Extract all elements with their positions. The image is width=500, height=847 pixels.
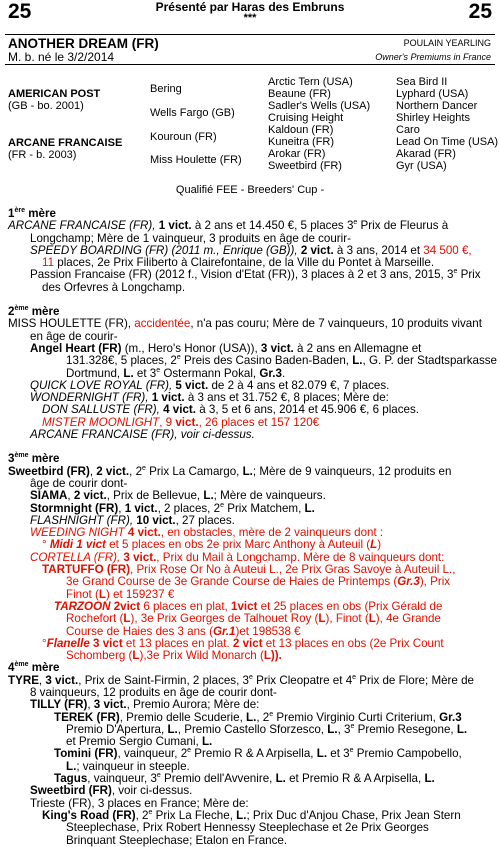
text-line: en âge de courir- xyxy=(30,329,118,343)
text-line: Rochefort (L), 3e Prix Georges de Talhouet Roy (L), Finot (L), 4e Grande xyxy=(66,612,441,626)
text-line: FLASHNIGHT (FR), 10 vict., 27 places. xyxy=(30,513,235,527)
text-line: Brinquant Steeplechase; Etalon en France. xyxy=(66,833,288,847)
text-line: ARCANE FRANCAISE (FR), 1 vict. à 2 ans et 14.450 €, 5 places 3e Prix de Fleurus à xyxy=(8,219,449,233)
text-line: Tagus, vainqueur, 3e Premio dell'Avvenire, L. et Premio R & A Arpisella, L. xyxy=(54,772,435,786)
section-heading-3: 3ème mère xyxy=(8,452,60,466)
pedigree-g3-5: Kaldoun (FR) xyxy=(268,124,334,136)
lot-number-right: 25 xyxy=(468,0,492,23)
section-heading-1: 1ère mère xyxy=(8,207,56,220)
sire-name: AMERICAN POST xyxy=(8,88,101,100)
text-line: Angel Heart (FR) (m., Hero's Honor (USA)), 3 vict. à 2 ans en Allemagne et xyxy=(30,341,422,355)
pedigree-g2-4: Miss Houlette (FR) xyxy=(150,154,242,166)
pedigree-g4-2: Lyphard (USA) xyxy=(396,88,469,100)
stars: *** xyxy=(243,12,257,24)
section-heading-4: 4ème mère xyxy=(8,661,60,675)
text-line: et Premio Sergio Cumani, L. xyxy=(66,735,213,749)
text-line: MISTER MOONLIGHT, 9 vict., 26 places et 157 120€ xyxy=(42,415,320,429)
text-line: °Flanelle 3 vict et 13 places en plat. 2 vict et 13 places en obs (2e Prix Count xyxy=(42,636,444,650)
family-notes xyxy=(8,208,498,847)
text-line: DON SALLUSTE (FR), 4 vict. à 3, 5 et 6 ans, 2014 et 45.906 €, 6 places. xyxy=(42,403,420,417)
owners-premiums: Owner's Premiums in France xyxy=(375,52,491,62)
section-heading-2: 2ème mère xyxy=(8,305,60,319)
text-line: des Orfevres à Longchamp. xyxy=(42,280,186,294)
pedigree-g2-3: Kouroun (FR) xyxy=(150,131,217,143)
text-line: Passion Francaise (FR) (2012 f., Vision d'Etat (FR)), 3 places à 2 et 3 ans, 2015, 3e Prix xyxy=(30,268,481,282)
pedigree-g4-4: Shirley Heights xyxy=(396,112,470,124)
pedigree-g4-6: Lead On Time (USA) xyxy=(396,136,499,148)
pedigree-g4-3: Northern Dancer xyxy=(396,100,478,112)
text-line: SPEEDY BOARDING (FR) (2011 m., Enrique (GB)), 2 vict. à 3 ans, 2014 et 34 500 €, xyxy=(30,243,472,257)
text-line: Sweetbird (FR), 2 vict., 2e Prix La Camargo, L.; Mère de 9 vainqueurs, 12 produits en xyxy=(8,464,452,478)
pedigree-g4-5: Caro xyxy=(396,124,420,136)
text-line: Steeplechase, Prix Robert Hennessy Steeplechase et 2e Prix Georges xyxy=(66,821,429,835)
text-line: Longchamp; Mère de 1 vainqueur, 3 produits en âge de courir- xyxy=(30,231,351,245)
text-line: 3e Grand Course de 3e Grande Course de Haies de Printemps (Gr.3), Prix xyxy=(66,575,451,589)
text-line: Sweetbird (FR), voir ci-dessus. xyxy=(30,784,193,798)
text-line: Course de Haies des 3 ans (Gr.1)et 198538 € xyxy=(66,624,301,638)
text-line: WONDERNIGHT (FR), 1 vict. à 3 ans et 31.752 €, 8 places; Mère de: xyxy=(30,391,389,405)
text-line: SIAMA, 2 vict., Prix de Bellevue, L.; Mère de vainqueurs. xyxy=(30,489,326,503)
dam-name: ARCANE FRANCAISE xyxy=(8,137,123,149)
text-line: Premio D'Apertura, L., Premio Castello Sforzesco, L., 3e Premio Resegone, L. xyxy=(66,722,468,736)
pedigree-table xyxy=(0,76,500,176)
text-line: 8 vainqueurs, 12 produits en âge de courir dont- xyxy=(30,685,277,699)
text-line: King's Road (FR), 2e Prix La Fleche, L.; Prix Duc d'Anjou Chase, Prix Jean Stern xyxy=(42,808,461,822)
pedigree-g3-6: Kuneitra (FR) xyxy=(268,136,335,148)
pedigree-g3-2: Beaune (FR) xyxy=(268,88,331,100)
text-line: TILLY (FR), 3 vict., Premio Aurora; Mère de: xyxy=(30,698,260,712)
text-line: QUICK LOVE ROYAL (FR), 5 vict. de 2 à 4 ans et 82.079 €, 7 places. xyxy=(30,378,390,392)
text-line: TARTUFFO (FR), Prix Rose Or No à Auteui L., 2e Prix Gras Savoye à Auteuil L., xyxy=(42,563,456,577)
qualification-line: Qualifié FEE - Breeders' Cup - xyxy=(175,184,325,196)
pedigree-g4-7: Akarad (FR) xyxy=(396,148,456,160)
text-line: CORTELLA (FR), 3 vict., Prix du Mail à Longchamp. Mère de 8 vainqueurs dont: xyxy=(30,550,445,564)
text-line: L.; vainqueur in steeple. xyxy=(66,759,190,773)
text-line: WEEDING NIGHT 4 vict., en obstacles, mère de 2 vainqueurs dont : xyxy=(30,526,384,540)
horse-title-box xyxy=(5,34,495,65)
pedigree-g3-7: Arokar (FR) xyxy=(268,148,326,160)
text-line: Finot (L) et 159237 € xyxy=(66,587,175,601)
text-line: MISS HOULETTE (FR), accidentée, n'a pas couru; Mère de 7 vainqueurs, 10 produits vivant xyxy=(8,317,482,331)
text-line: Schomberg (L),3e Prix Wild Monarch (L)). xyxy=(66,649,282,663)
pedigree-g3-3: Sadler's Wells (USA) xyxy=(268,100,371,112)
text-line: âge de courir dont- xyxy=(30,476,128,490)
pedigree-g3-8: Sweetbird (FR) xyxy=(268,160,342,172)
lot-number-left: 25 xyxy=(8,0,32,23)
text-line: ARCANE FRANCAISE (FR), voir ci-dessus. xyxy=(30,428,255,442)
pedigree-g4-8: Gyr (USA) xyxy=(396,160,447,172)
text-line: ° Midi 1 vict et 5 places en obs 2e prix Marc Anthony à Auteuil (L) xyxy=(42,538,382,552)
pedigree-g3-1: Arctic Tern (USA) xyxy=(268,76,353,88)
text-line: 131.328€, 5 places, 2e Preis des Casino Baden-Baden, L., G. P. der Stadtsparkasse xyxy=(66,354,498,368)
horse-category: POULAIN YEARLING xyxy=(403,38,491,48)
text-line: Dortmund, L. et 3e Ostermann Pokal, Gr.3. xyxy=(66,366,286,380)
horse-birth: M. b. né le 3/2/2014 xyxy=(8,50,115,64)
page-header xyxy=(0,0,500,30)
presenter: Présenté par Haras des Embruns xyxy=(155,0,345,14)
pedigree-g2-2: Wells Fargo (GB) xyxy=(150,107,235,119)
horse-name: ANOTHER DREAM (FR) xyxy=(8,36,159,51)
text-line: TEREK (FR), Premio delle Scuderie, L., 2e Premio Virginio Curti Criterium, Gr.3 xyxy=(54,710,462,724)
text-line: TYRE, 3 vict., Prix de Saint-Firmin, 2 places, 3e Prix Cleopatre et 4e Prix de Flore; Mère de xyxy=(8,673,474,687)
text-line: Stormnight (FR), 1 vict., 2 places, 2e Prix Matchem, L. xyxy=(30,501,315,515)
text-line: Tomini (FR), vainqueur, 2e Premio R & A Arpisella, L. et 3e Premio Campobello, xyxy=(54,747,462,761)
text-line: Trieste (FR), 3 places en France; Mère de: xyxy=(30,796,249,810)
pedigree-g2-1: Bering xyxy=(150,83,182,95)
dam-detail: (FR - b. 2003) xyxy=(8,149,77,161)
text-line: TARZOON 2vict 6 places en plat, 1vict et 25 places en obs (Prix Gérald de xyxy=(54,599,443,613)
pedigree-g3-4: Cruising Height xyxy=(268,112,344,124)
text-line: 11 places, 2e Prix Filiberto à Clairefontaine, de la Ville du Pontet à Marseille. xyxy=(42,256,435,270)
sire-detail: (GB - bo. 2001) xyxy=(8,100,84,112)
pedigree-g4-1: Sea Bird II xyxy=(396,76,448,88)
